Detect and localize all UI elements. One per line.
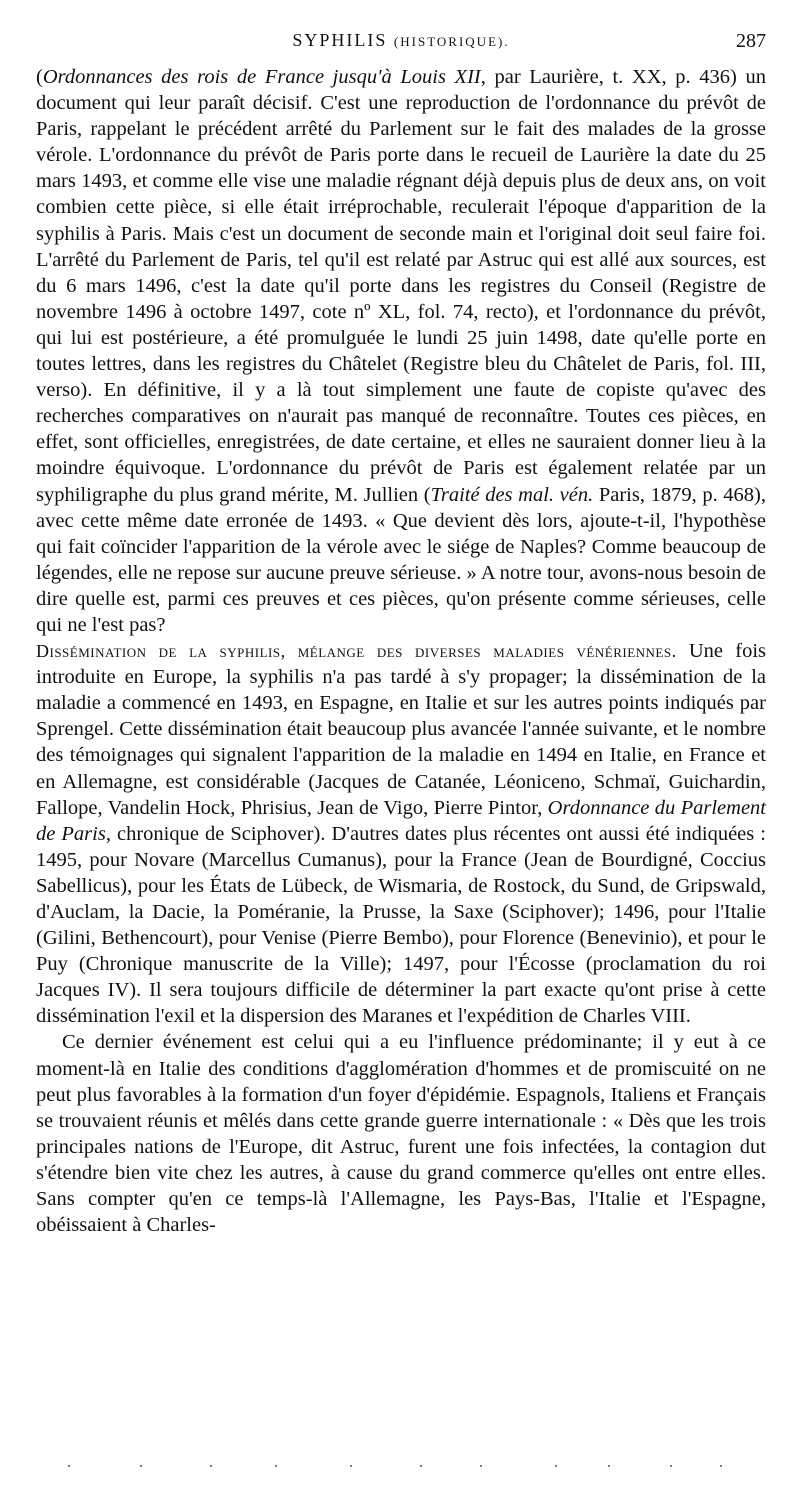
- running-head: [36, 30, 766, 51]
- page-body: [36, 64, 766, 1238]
- scan-dots: [60, 1462, 740, 1472]
- text-segment: Paris, 1879, p. 468), avec cette même date erronée de 1493. « Que devient dès lors, ajoute-t-il, l'hypothèse qui fait coïncider l'apparition de la vérole avec le siége de Naples? Comme beaucoup de légendes, elle ne repose sur aucune preuve sérieuse. » A notre tour, avons-nous besoin de dire quelle est, parmi ces preuves et ces pièces, qu'on présente comme sérieuses, celle qui ne l'est pas?: [36, 483, 767, 636]
- italic-title: Ordonnances des rois de France jusqu'à Louis XII: [42, 66, 481, 88]
- running-title: SYPHILIS: [292, 30, 388, 50]
- running-subtitle: (HISTORIQUE).: [393, 34, 510, 49]
- section-heading: Dissémination de la syphilis, mélange des diverses maladies vénériennes.: [36, 641, 677, 662]
- text-segment: , chronique de Sciphover). D'autres dates plus récentes ont aussi été indiquées : 1495, pour Novare (Marcellus Cumanus), pour la France (Jean de Bourdigné, Coccius Sabellicus), pour les États de Lübeck, de Wismaria, de Rostock, du Sund, de Gripswald, d'Auclam, la Dacie, la Poméranie, la Prusse, la Saxe (Sciphover); 1496, pour l'Italie (Gilini, Bethencourt), pour Venise (Pierre Bembo), pour Florence (Benevinio), et pour le Puy (Chronique manuscrite de la Ville); 1497, pour l'Écosse (proclamation du roi Jacques IV). Il sera toujours difficile de déterminer la part exacte qu'ont prise à cette dissémination l'exil et la dispersion des Maranes et l'expédition de Charles VIII.: [36, 822, 766, 1028]
- paragraph-1: [36, 64, 766, 638]
- text-segment: Ce dernier événement est celui qui a eu l'influence prédominante; il y eut à ce moment-là en Italie des conditions d'agglomération d'hommes et de promiscuité on ne peut plus favorables à la formation d'un foyer d'épidémie. Espagnols, Italiens et Français se trouvaient réunis et mêlés dans cette grande guerre internationale : « Dès que les trois principales nations de l'Europe, dit Astruc, furent une fois infectées, la contagion dut s'étendre bien vite chez les autres, à cause du grand commerce qu'elles ont entre elles. Sans compter qu'en ce temps-là l'Allemagne, les Pays-Bas, l'Italie et l'Espagne, obéissaient à Charles-: [36, 1031, 766, 1237]
- text-segment: (: [36, 66, 43, 88]
- page-number: 287: [736, 30, 766, 52]
- page-header: [36, 26, 766, 60]
- text-segment: , par Laurière, t. XX, p. 436) un document qui leur paraît décisif. C'est une reproduction de l'ordonnance du prévôt de Paris, rappelant le précédent arrêté du Parlement sur le fait des malades de la grosse vérole. L'ordonnance du prévôt de Paris porte dans le recueil de Laurière la date du 25 mars 1493, et comme elle vise une maladie régnant déjà depuis plus de deux ans, on voit combien cette pièce, si elle était irréprochable, reculerait l'époque d'apparition de la syphilis à Paris. Mais c'est un document de seconde main et l'original doit seul faire foi. L'arrêté du Parlement de Paris, tel qu'il est relaté par Astruc qui est allé aux sources, est du 6 mars 1496, c'est la date qu'il porte dans les registres du Conseil (Registre de novembre 1496 à octobre 1497, cote nº XL, fol. 74, recto), et l'ordonnance du prévôt, qui lui est postérieure, a été promulguée le lundi 25 juin 1498, date qu'elle porte en toutes lettres, dans les registres du Châtelet (Registre bleu du Châtelet de Paris, fol. III, verso). En définitive, il y a là tout simplement une faute de copiste qu'avec des recherches comparatives on n'aurait pas manqué de reconnaître. Toutes ces pièces, en effet, sont officielles, enregistrées, de date certaine, et elles ne sauraient donner lieu à la moindre équivoque. L'ordonnance du prévôt de Paris est également relatée par un syphiligraphe du plus grand mérite, M. Jullien (: [36, 66, 766, 506]
- italic-title: Traité des mal. vén.: [430, 483, 594, 506]
- paragraph-2: [36, 638, 766, 1029]
- paragraph-3: [36, 1029, 766, 1238]
- text-segment: Une fois introduite en Europe, la syphilis n'a pas tardé à s'y propager; la dissémination de la maladie a commencé en 1493, en Espagne, en Italie et sur les autres points indiqués par Sprengel. Cette dissémination était beaucoup plus avancée l'année suivante, et le nombre des témoignages qui signalent l'apparition de la maladie en 1494 en Italie, en France et en Allemagne, est considérable (Jacques de Catanée, Léoniceno, Schmaï, Guichardin, Fallope, Vandelin Hock, Phrisius, Jean de Vigo, Pierre Pintor,: [36, 640, 767, 819]
- italic-title: Ordonnance du Parlement de Paris: [36, 796, 766, 845]
